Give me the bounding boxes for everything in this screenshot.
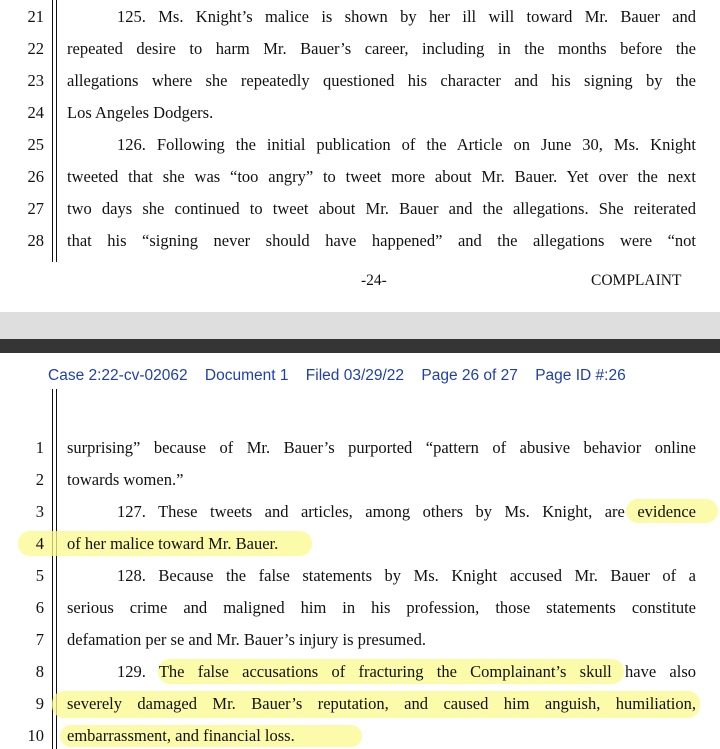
line-number: 7 bbox=[35, 630, 44, 649]
case-number: Case 2:22-cv-02062 bbox=[48, 367, 188, 384]
line-number: 2 bbox=[35, 470, 44, 489]
line-number-rule-inner bbox=[56, 0, 57, 262]
line-number: 26 bbox=[27, 167, 44, 186]
filed-date: Filed 03/29/22 bbox=[305, 367, 405, 384]
page-number: -24- bbox=[361, 272, 387, 289]
page-separator bbox=[0, 339, 720, 353]
page-id: Page ID #:26 bbox=[535, 367, 626, 384]
line-number: 4 bbox=[35, 534, 44, 553]
paragraph-line: severely damaged Mr. Bauer’s reputation, and caused him anguish, humiliation, bbox=[67, 694, 696, 713]
paragraph-line: towards women.” bbox=[67, 470, 184, 489]
line-number: 21 bbox=[27, 7, 44, 26]
paragraph-line: embarrassment, and financial loss. bbox=[67, 726, 295, 745]
paragraph-line: 129. The false accusations of fracturing the Complainant’s skull have also bbox=[117, 662, 696, 681]
case-header bbox=[48, 367, 639, 385]
line-number-rule bbox=[52, 389, 53, 749]
line-number: 23 bbox=[27, 71, 44, 90]
line-number: 10 bbox=[27, 726, 44, 745]
paragraph-line: tweeted that she was “too angry” to tweet more about Mr. Bauer. Yet over the next bbox=[67, 167, 696, 186]
line-number: 22 bbox=[27, 39, 44, 58]
paragraph-line: 126. Following the initial publication of the Article on June 30, Ms. Knight bbox=[117, 135, 696, 154]
document-page-26 bbox=[0, 353, 720, 749]
page-of: Page 26 of 27 bbox=[421, 367, 518, 384]
paragraph-line: serious crime and maligned him in his profession, those statements constitute bbox=[67, 598, 696, 617]
line-number: 8 bbox=[35, 662, 44, 681]
paragraph-line: 128. Because the false statements by Ms. Knight accused Mr. Bauer of a bbox=[117, 566, 696, 585]
paragraph-line: that his “signing never should have happened” and the allegations were “not bbox=[67, 231, 696, 250]
line-number: 27 bbox=[27, 199, 44, 218]
line-number: 3 bbox=[35, 502, 44, 521]
line-number: 9 bbox=[35, 694, 44, 713]
paragraph-line: of her malice toward Mr. Bauer. bbox=[67, 534, 279, 553]
paragraph-line: allegations where she repeatedly questioned his character and his signing by the bbox=[67, 71, 696, 90]
paragraph-line: 127. These tweets and articles, among others by Ms. Knight, are evidence bbox=[117, 502, 696, 521]
line-number: 24 bbox=[27, 103, 44, 122]
line-number: 28 bbox=[27, 231, 44, 250]
line-number: 6 bbox=[35, 598, 44, 617]
paragraph-line: repeated desire to harm Mr. Bauer’s career, including in the months before the bbox=[67, 39, 696, 58]
footer-label: COMPLAINT bbox=[591, 272, 682, 289]
document-number: Document 1 bbox=[204, 367, 289, 384]
line-number: 5 bbox=[35, 566, 44, 585]
document-page-24 bbox=[0, 0, 720, 312]
paragraph-line: defamation per se and Mr. Bauer’s injury is presumed. bbox=[67, 630, 426, 649]
line-number: 1 bbox=[35, 438, 44, 457]
paragraph-line: 125. Ms. Knight’s malice is shown by her ill will toward Mr. Bauer and bbox=[117, 7, 696, 26]
paragraph-line: Los Angeles Dodgers. bbox=[67, 103, 214, 122]
paragraph-line: two days she continued to tweet about Mr. Bauer and the allegations. She reiterated bbox=[67, 199, 696, 218]
line-number: 25 bbox=[27, 135, 44, 154]
line-number-rule bbox=[52, 0, 53, 262]
paragraph-line: surprising” because of Mr. Bauer’s purported “pattern of abusive behavior online bbox=[67, 438, 696, 457]
page-gap bbox=[0, 312, 720, 339]
